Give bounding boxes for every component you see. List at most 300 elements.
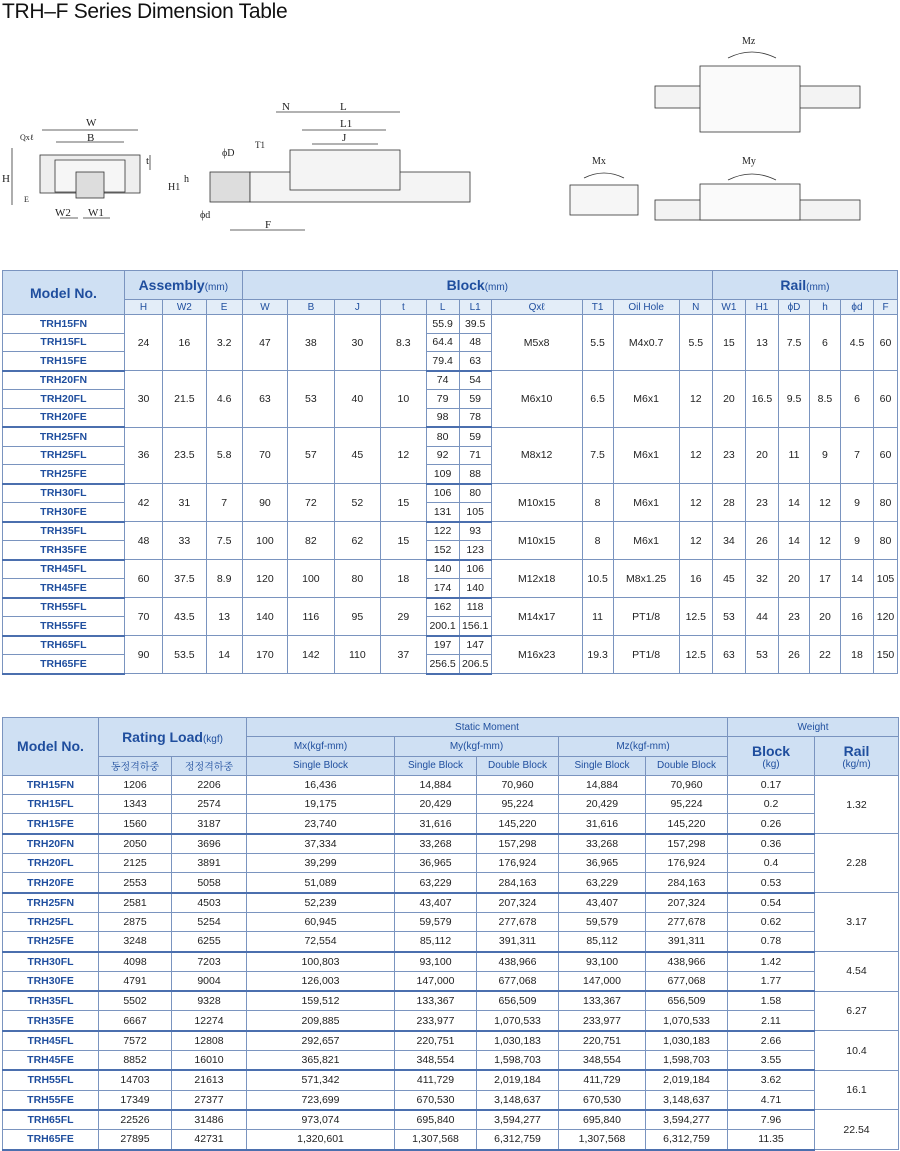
table1-subheader: H1 (745, 300, 778, 315)
value-cell: 19,175 (247, 795, 395, 814)
cell-B: 72 (288, 484, 334, 522)
cell-H: 24 (124, 315, 162, 371)
model-cell: TRH45FE (3, 579, 125, 598)
cell-Q: M8x12 (491, 427, 582, 484)
cell-J: 62 (334, 522, 380, 560)
cell-L: 64.4 (426, 333, 459, 352)
model-cell: TRH30FL (3, 484, 125, 503)
label-h-small: h (184, 174, 189, 185)
value-cell: 3,148,637 (477, 1090, 559, 1110)
table2-row (3, 854, 899, 873)
model-cell: TRH15FE (3, 352, 125, 371)
value-cell: 0.54 (728, 893, 815, 913)
model-cell: TRH25FE (3, 465, 125, 484)
mx-single-header: Single Block (247, 756, 395, 775)
value-cell: 1,030,183 (646, 1031, 728, 1051)
value-cell: 16010 (172, 1051, 247, 1071)
value-cell: 2875 (99, 912, 172, 931)
table1-subheader: Qxℓ (491, 300, 582, 315)
cell-h: 8.5 (809, 371, 840, 428)
value-cell: 1,307,568 (395, 1130, 477, 1150)
value-cell: 4503 (172, 893, 247, 913)
cell-H1: 53 (745, 636, 778, 674)
value-cell: 31486 (172, 1110, 247, 1130)
cell-oil: M4x0.7 (613, 315, 679, 371)
label-phi-d-big: ϕD (222, 148, 235, 159)
cell-t: 12 (381, 427, 426, 484)
value-cell: 36,965 (395, 854, 477, 873)
cell-H: 70 (124, 598, 162, 636)
value-cell: 27377 (172, 1090, 247, 1110)
static-moment-header: Static Moment (247, 718, 728, 737)
model-cell: TRH65FL (3, 1110, 99, 1130)
cell-h: 12 (809, 484, 840, 522)
table1-model-header: Model No. (3, 271, 125, 315)
cell-t: 15 (381, 522, 426, 560)
value-cell: 70,960 (477, 775, 559, 794)
table1-subheader: ϕD (779, 300, 810, 315)
value-cell: 411,729 (395, 1070, 477, 1090)
mz-single-header: Single Block (559, 756, 646, 775)
cell-W1: 45 (712, 560, 745, 598)
cell-B: 116 (288, 598, 334, 636)
value-cell: 1,320,601 (247, 1130, 395, 1150)
value-cell: 3,594,277 (477, 1110, 559, 1130)
cell-J: 80 (334, 560, 380, 598)
cell-N: 12 (679, 522, 712, 560)
cell-H1: 13 (745, 315, 778, 371)
model-cell: TRH35FE (3, 1011, 99, 1031)
cell-F: 80 (874, 484, 898, 522)
cell-d: 9 (840, 484, 873, 522)
dimension-drawings (0, 0, 900, 262)
cell-Q: M5x8 (491, 315, 582, 371)
cell-L: 55.9 (426, 315, 459, 334)
table2-row (3, 893, 899, 913)
cell-H: 90 (124, 636, 162, 674)
cell-T1: 8 (582, 522, 613, 560)
cell-W1: 53 (712, 598, 745, 636)
model-cell: TRH20FE (3, 873, 99, 893)
cell-L1: 123 (459, 541, 491, 560)
cell-L: 109 (426, 465, 459, 484)
cell-L1: 105 (459, 503, 491, 522)
value-cell: 16,436 (247, 775, 395, 794)
value-cell: 12274 (172, 1011, 247, 1031)
model-cell: TRH30FL (3, 952, 99, 972)
table1-row (3, 598, 898, 617)
value-cell: 2125 (99, 854, 172, 873)
value-cell: 670,530 (559, 1090, 646, 1110)
table1-subheader: W2 (163, 300, 206, 315)
rail-weight-cell: 10.4 (815, 1031, 899, 1071)
value-cell: 207,324 (646, 893, 728, 913)
value-cell: 677,068 (646, 971, 728, 991)
value-cell: 4098 (99, 952, 172, 972)
label-mz: Mz (742, 36, 756, 47)
cell-L: 106 (426, 484, 459, 503)
table2-row (3, 952, 899, 972)
cell-H1: 26 (745, 522, 778, 560)
value-cell: 2206 (172, 775, 247, 794)
static-rating-header: 정정격하중 (172, 756, 247, 775)
cell-W1: 63 (712, 636, 745, 674)
cell-W2: 21.5 (163, 371, 206, 428)
cell-E: 5.8 (206, 427, 242, 484)
value-cell: 8852 (99, 1051, 172, 1071)
table1-row (3, 636, 898, 655)
cell-oil: PT1/8 (613, 598, 679, 636)
table2-row (3, 795, 899, 814)
cell-L: 122 (426, 522, 459, 541)
value-cell: 1.42 (728, 952, 815, 972)
table1-row (3, 484, 898, 503)
model-cell: TRH65FL (3, 636, 125, 655)
label-l1: L1 (340, 118, 353, 130)
table1-subheader: ϕd (840, 300, 873, 315)
value-cell: 3.55 (728, 1051, 815, 1071)
value-cell: 23,740 (247, 814, 395, 834)
cell-L1: 156.1 (459, 617, 491, 636)
value-cell: 220,751 (395, 1031, 477, 1051)
table2-row (3, 1110, 899, 1130)
cell-Q: M16x23 (491, 636, 582, 674)
cell-H: 30 (124, 371, 162, 428)
value-cell: 4791 (99, 971, 172, 991)
moment-illustrations (570, 36, 860, 220)
label-h1: H1 (168, 182, 181, 193)
label-n: N (282, 101, 290, 113)
value-cell: 233,977 (559, 1011, 646, 1031)
cell-E: 13 (206, 598, 242, 636)
table1-subheader: h (809, 300, 840, 315)
value-cell: 145,220 (646, 814, 728, 834)
cell-h: 20 (809, 598, 840, 636)
value-cell: 14,884 (559, 775, 646, 794)
my-header: My(kgf-mm) (395, 737, 559, 756)
cell-F: 150 (874, 636, 898, 674)
cell-L1: 63 (459, 352, 491, 371)
cell-W1: 15 (712, 315, 745, 371)
cell-B: 38 (288, 315, 334, 371)
value-cell: 100,803 (247, 952, 395, 972)
table2-model-header: Model No. (3, 718, 99, 776)
value-cell: 6,312,759 (477, 1130, 559, 1150)
value-cell: 3.62 (728, 1070, 815, 1090)
my-single-header: Single Block (395, 756, 477, 775)
rail-header: Rail(mm) (712, 271, 897, 300)
model-cell: TRH20FL (3, 854, 99, 873)
label-j: J (342, 132, 347, 144)
value-cell: 1.77 (728, 971, 815, 991)
value-cell: 22526 (99, 1110, 172, 1130)
value-cell: 95,224 (646, 795, 728, 814)
cell-L1: 147 (459, 636, 491, 655)
value-cell: 14703 (99, 1070, 172, 1090)
rail-weight-cell: 2.28 (815, 834, 899, 893)
value-cell: 9004 (172, 971, 247, 991)
value-cell: 0.62 (728, 912, 815, 931)
value-cell: 695,840 (395, 1110, 477, 1130)
rail-weight-cell: 3.17 (815, 893, 899, 952)
cell-F: 60 (874, 427, 898, 484)
value-cell: 0.78 (728, 932, 815, 952)
table1-subheader: F (874, 300, 898, 315)
table2-row (3, 1130, 899, 1150)
cell-H1: 23 (745, 484, 778, 522)
label-t1: T1 (255, 140, 265, 150)
cell-W1: 20 (712, 371, 745, 428)
cell-H1: 16.5 (745, 371, 778, 428)
value-cell: 0.53 (728, 873, 815, 893)
cell-L: 200.1 (426, 617, 459, 636)
cell-L: 197 (426, 636, 459, 655)
value-cell: 284,163 (477, 873, 559, 893)
value-cell: 20,429 (559, 795, 646, 814)
cell-W: 63 (242, 371, 287, 428)
value-cell: 348,554 (559, 1051, 646, 1071)
value-cell: 43,407 (395, 893, 477, 913)
cell-W2: 43.5 (163, 598, 206, 636)
value-cell: 292,657 (247, 1031, 395, 1051)
label-e: E (24, 195, 29, 204)
cell-L1: 140 (459, 579, 491, 598)
cell-B: 82 (288, 522, 334, 560)
label-b: B (87, 132, 95, 144)
cell-d: 6 (840, 371, 873, 428)
value-cell: 0.36 (728, 834, 815, 854)
cell-T1: 19.3 (582, 636, 613, 674)
cell-Q: M14x17 (491, 598, 582, 636)
value-cell: 284,163 (646, 873, 728, 893)
label-l: L (340, 101, 347, 113)
model-cell: TRH45FL (3, 1031, 99, 1051)
cell-d: 16 (840, 598, 873, 636)
value-cell: 1,070,533 (646, 1011, 728, 1031)
cell-L: 92 (426, 446, 459, 465)
cell-W: 70 (242, 427, 287, 484)
cell-oil: M6x1 (613, 484, 679, 522)
value-cell: 20,429 (395, 795, 477, 814)
page-title: TRH–F Series Dimension Table (2, 0, 288, 23)
value-cell: 31,616 (395, 814, 477, 834)
cell-W1: 34 (712, 522, 745, 560)
value-cell: 2050 (99, 834, 172, 854)
value-cell: 93,100 (559, 952, 646, 972)
value-cell: 70,960 (646, 775, 728, 794)
cell-t: 15 (381, 484, 426, 522)
value-cell: 4.71 (728, 1090, 815, 1110)
cell-L1: 78 (459, 408, 491, 427)
cell-W1: 23 (712, 427, 745, 484)
value-cell: 3,594,277 (646, 1110, 728, 1130)
value-cell: 63,229 (395, 873, 477, 893)
cell-J: 95 (334, 598, 380, 636)
value-cell: 5058 (172, 873, 247, 893)
value-cell: 95,224 (477, 795, 559, 814)
value-cell: 93,100 (395, 952, 477, 972)
table1-row (3, 427, 898, 446)
value-cell: 7.96 (728, 1110, 815, 1130)
model-cell: TRH15FL (3, 795, 99, 814)
value-cell: 6,312,759 (646, 1130, 728, 1150)
cell-F: 60 (874, 371, 898, 428)
cell-F: 60 (874, 315, 898, 371)
model-cell: TRH25FN (3, 427, 125, 446)
cell-B: 100 (288, 560, 334, 598)
cell-W: 100 (242, 522, 287, 560)
cell-L: 174 (426, 579, 459, 598)
cell-F: 105 (874, 560, 898, 598)
mz-header: Mz(kgf-mm) (559, 737, 728, 756)
value-cell: 0.26 (728, 814, 815, 834)
cell-L: 80 (426, 427, 459, 446)
value-cell: 37,334 (247, 834, 395, 854)
value-cell: 60,945 (247, 912, 395, 931)
model-cell: TRH15FN (3, 315, 125, 334)
cell-W2: 53.5 (163, 636, 206, 674)
cell-B: 57 (288, 427, 334, 484)
cell-J: 40 (334, 371, 380, 428)
value-cell: 277,678 (477, 912, 559, 931)
value-cell: 2,019,184 (646, 1070, 728, 1090)
value-cell: 2581 (99, 893, 172, 913)
value-cell: 3187 (172, 814, 247, 834)
value-cell: 1,598,703 (646, 1051, 728, 1071)
value-cell: 348,554 (395, 1051, 477, 1071)
cell-Q: M10x15 (491, 522, 582, 560)
model-cell: TRH45FL (3, 560, 125, 579)
table1-row (3, 315, 898, 334)
rail-weight-cell: 1.32 (815, 775, 899, 833)
value-cell: 1206 (99, 775, 172, 794)
cell-L: 140 (426, 560, 459, 579)
cell-N: 12 (679, 484, 712, 522)
table2-row (3, 1051, 899, 1071)
cell-E: 8.9 (206, 560, 242, 598)
value-cell: 157,298 (477, 834, 559, 854)
value-cell: 7203 (172, 952, 247, 972)
rail-weight-cell: 16.1 (815, 1070, 899, 1110)
model-cell: TRH55FE (3, 1090, 99, 1110)
cell-D: 11 (779, 427, 810, 484)
cell-W: 140 (242, 598, 287, 636)
value-cell: 2574 (172, 795, 247, 814)
cell-E: 7.5 (206, 522, 242, 560)
cell-J: 52 (334, 484, 380, 522)
cell-L: 131 (426, 503, 459, 522)
cell-L: 152 (426, 541, 459, 560)
cell-h: 22 (809, 636, 840, 674)
cell-d: 4.5 (840, 315, 873, 371)
cell-oil: M6x1 (613, 427, 679, 484)
table1-subheader: T1 (582, 300, 613, 315)
model-cell: TRH20FN (3, 371, 125, 390)
model-cell: TRH55FE (3, 617, 125, 636)
label-phi-d-small: ϕd (200, 210, 211, 221)
value-cell: 209,885 (247, 1011, 395, 1031)
value-cell: 42731 (172, 1130, 247, 1150)
cell-d: 18 (840, 636, 873, 674)
rail-weight-header: Rail (kg/m) (815, 737, 899, 776)
value-cell: 1,030,183 (477, 1031, 559, 1051)
value-cell: 43,407 (559, 893, 646, 913)
table2-row (3, 932, 899, 952)
cell-L1: 54 (459, 371, 491, 390)
value-cell: 11.35 (728, 1130, 815, 1150)
value-cell: 5502 (99, 991, 172, 1011)
cell-T1: 10.5 (582, 560, 613, 598)
cell-N: 16 (679, 560, 712, 598)
label-t: t (146, 155, 150, 167)
table2-row (3, 834, 899, 854)
cell-h: 9 (809, 427, 840, 484)
value-cell: 36,965 (559, 854, 646, 873)
cell-L: 256.5 (426, 655, 459, 674)
value-cell: 176,924 (646, 854, 728, 873)
cell-L1: 59 (459, 427, 491, 446)
cell-J: 45 (334, 427, 380, 484)
table2-row (3, 912, 899, 931)
value-cell: 33,268 (559, 834, 646, 854)
cell-B: 53 (288, 371, 334, 428)
table2-row (3, 775, 899, 794)
cell-L1: 118 (459, 598, 491, 617)
value-cell: 0.4 (728, 854, 815, 873)
cell-D: 14 (779, 484, 810, 522)
cell-L1: 39.5 (459, 315, 491, 334)
cell-D: 20 (779, 560, 810, 598)
value-cell: 133,367 (395, 991, 477, 1011)
value-cell: 2553 (99, 873, 172, 893)
rating-load-header: Rating Load(kgf) (99, 718, 247, 757)
cell-W: 47 (242, 315, 287, 371)
cell-H: 42 (124, 484, 162, 522)
value-cell: 1.58 (728, 991, 815, 1011)
label-w1: W1 (88, 207, 104, 219)
model-cell: TRH15FL (3, 333, 125, 352)
value-cell: 133,367 (559, 991, 646, 1011)
cell-T1: 11 (582, 598, 613, 636)
value-cell: 1,598,703 (477, 1051, 559, 1071)
value-cell: 2.66 (728, 1031, 815, 1051)
cell-W2: 23.5 (163, 427, 206, 484)
cell-t: 10 (381, 371, 426, 428)
value-cell: 1560 (99, 814, 172, 834)
cell-W1: 28 (712, 484, 745, 522)
value-cell: 21613 (172, 1070, 247, 1090)
value-cell: 85,112 (559, 932, 646, 952)
model-cell: TRH25FN (3, 893, 99, 913)
model-cell: TRH20FL (3, 390, 125, 409)
value-cell: 677,068 (477, 971, 559, 991)
cell-d: 7 (840, 427, 873, 484)
cell-N: 5.5 (679, 315, 712, 371)
cell-D: 9.5 (779, 371, 810, 428)
value-cell: 1,307,568 (559, 1130, 646, 1150)
value-cell: 159,512 (247, 991, 395, 1011)
value-cell: 2,019,184 (477, 1070, 559, 1090)
value-cell: 973,074 (247, 1110, 395, 1130)
cell-F: 80 (874, 522, 898, 560)
cell-W: 170 (242, 636, 287, 674)
cell-t: 37 (381, 636, 426, 674)
table1-subheader: B (288, 300, 334, 315)
label-qxl: Qxℓ (20, 133, 34, 142)
cell-T1: 6.5 (582, 371, 613, 428)
cell-J: 110 (334, 636, 380, 674)
cell-H1: 44 (745, 598, 778, 636)
